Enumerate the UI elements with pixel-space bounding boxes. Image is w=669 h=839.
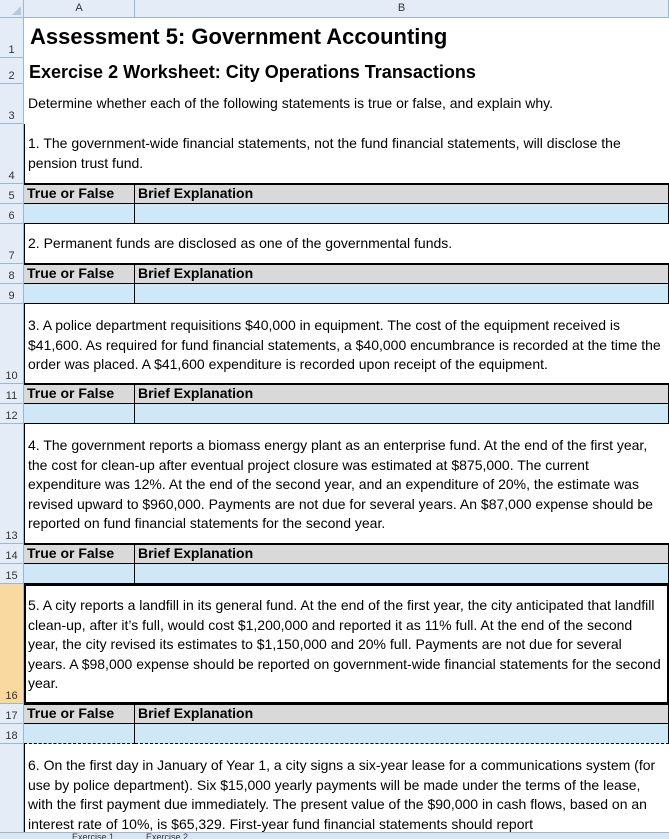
question-2-cell[interactable]: 2. Permanent funds are disclosed as one of the governmental funds. <box>24 224 669 264</box>
row-12 <box>24 404 669 424</box>
question-6-cell[interactable]: 6. On the first day in January of Year 1, a city signs a six-year lease for a communications system (for use by police department). Six $15,000 yearly payments will be made under the terms of the lease, with the first payment due immediately. The present value of the $90,000 in cash flows, based on an interest rate of 10%, is $65,329. First-year fund financial statements should report <box>24 744 669 839</box>
question-1-cell[interactable]: 1. The government-wide financial statements, not the fund financial statements, will disclose the pension trust fund. <box>24 124 669 184</box>
page-subtitle[interactable]: Exercise 2 Worksheet: City Operations Transactions <box>29 62 476 82</box>
row-header-1[interactable]: 1 <box>0 18 24 58</box>
row-header-5[interactable]: 5 <box>0 184 24 204</box>
row-header-6[interactable]: 6 <box>0 204 24 224</box>
answer-3-explanation-input[interactable] <box>135 404 669 424</box>
row-header-19[interactable] <box>0 744 24 839</box>
explanation-header[interactable]: Brief Explanation <box>135 384 669 404</box>
row-header-18[interactable]: 18 <box>0 724 24 744</box>
answer-1-explanation-input[interactable] <box>135 204 669 224</box>
row-17 <box>24 704 669 724</box>
true-false-header[interactable]: True or False <box>24 264 135 284</box>
true-false-header[interactable]: True or False <box>24 184 135 204</box>
row-3 <box>24 84 669 124</box>
row-19 <box>24 744 669 839</box>
row-10 <box>24 304 669 384</box>
row-header-7[interactable]: 7 <box>0 224 24 264</box>
row-header-4[interactable]: 4 <box>0 124 24 184</box>
sheet-tab-exercise-1[interactable]: Exercise 1 <box>72 832 115 839</box>
row-1 <box>24 18 669 58</box>
true-false-header[interactable]: True or False <box>24 704 135 724</box>
column-header-a[interactable]: A <box>24 0 135 18</box>
answer-4-explanation-input[interactable] <box>135 564 669 584</box>
true-false-header[interactable]: True or False <box>24 544 135 564</box>
row-header-8[interactable]: 8 <box>0 264 24 284</box>
row-header-9[interactable]: 9 <box>0 284 24 304</box>
explanation-header[interactable]: Brief Explanation <box>135 544 669 564</box>
row-header-12[interactable]: 12 <box>0 404 24 424</box>
sheet-tab-exercise-2[interactable]: Exercise 2 <box>146 832 189 839</box>
page-title[interactable]: Assessment 5: Government Accounting <box>30 24 448 49</box>
row-7 <box>24 224 669 264</box>
row-header-16[interactable]: 16 <box>0 584 24 704</box>
row-11 <box>24 384 669 404</box>
answer-3-true-false-input[interactable] <box>24 404 135 424</box>
question-5-cell[interactable]: 5. A city reports a landfill in its general fund. At the end of the first year, the city anticipated that landfill clean-up, after it’s full, would cost $1,200,000 and reported it as 11% full. At the end of the second year, the city revised its estimates to $1,150,000 and 20% full. Payments are not due for several years. A $98,000 expense should be reported on government-wide financial statements for the second year. <box>24 584 669 704</box>
explanation-header[interactable]: Brief Explanation <box>135 704 669 724</box>
row-5 <box>24 184 669 204</box>
row-header-14[interactable]: 14 <box>0 544 24 564</box>
row-8 <box>24 264 669 284</box>
row-2 <box>24 58 669 84</box>
sheet-tab-bar <box>0 832 669 839</box>
explanation-header[interactable]: Brief Explanation <box>135 264 669 284</box>
row-header-17[interactable]: 17 <box>0 704 24 724</box>
column-header-b[interactable]: B <box>135 0 669 18</box>
instructions-cell[interactable]: Determine whether each of the following statements is true or false, and explain why. <box>28 95 554 111</box>
row-18 <box>24 724 669 744</box>
row-9 <box>24 284 669 304</box>
question-4-cell[interactable]: 4. The government reports a biomass energy plant as an enterprise fund. At the end of the first year, the cost for clean-up after eventual project closure was estimated at $875,000. The current expenditure was 12%. At the end of the second year, and an expenditure of 20%, the estimate was revised upward to $960,000. Payments are not due for several years. An $87,000 expense should be reported on fund financial statements for the second year. <box>24 424 669 544</box>
row-15 <box>24 564 669 584</box>
row-16 <box>24 584 669 704</box>
answer-5-true-false-input[interactable] <box>24 724 135 744</box>
answer-4-true-false-input[interactable] <box>24 564 135 584</box>
row-header-13[interactable]: 13 <box>0 424 24 544</box>
row-header-11[interactable]: 11 <box>0 384 24 404</box>
select-all-triangle-icon <box>12 6 21 15</box>
explanation-header[interactable]: Brief Explanation <box>135 184 669 204</box>
row-6 <box>24 204 669 224</box>
row-header-3[interactable]: 3 <box>0 84 24 124</box>
row-13 <box>24 424 669 544</box>
row-header-10[interactable]: 10 <box>0 304 24 384</box>
row-14 <box>24 544 669 564</box>
row-4 <box>24 124 669 184</box>
row-header-2[interactable]: 2 <box>0 58 24 84</box>
answer-5-explanation-input[interactable] <box>135 724 669 744</box>
answer-1-true-false-input[interactable] <box>24 204 135 224</box>
select-all-corner[interactable] <box>0 0 24 18</box>
answer-2-true-false-input[interactable] <box>24 284 135 304</box>
answer-2-explanation-input[interactable] <box>135 284 669 304</box>
question-3-cell[interactable]: 3. A police department requisitions $40,000 in equipment. The cost of the equipment received is $41,600. As required for fund financial statements, a $40,000 encumbrance is recorded at the time the order was placed. A $41,600 expenditure is recorded upon receipt of the equipment. <box>24 304 669 384</box>
row-header-15[interactable]: 15 <box>0 564 24 584</box>
true-false-header[interactable]: True or False <box>24 384 135 404</box>
